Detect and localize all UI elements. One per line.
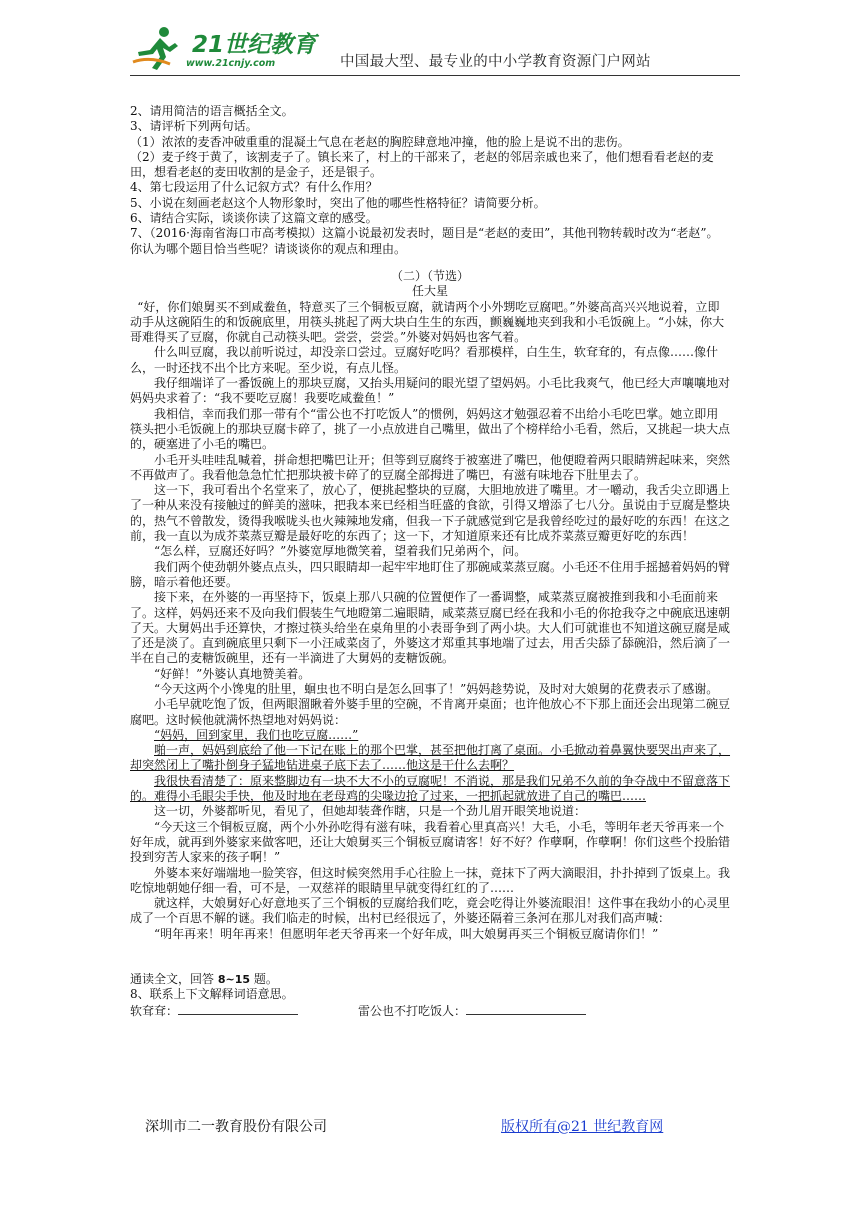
paragraph: 什么叫豆腐，我以前听说过，却没亲口尝过。豆腐好吃吗？看那模样，白生生，软耷耷的，有点像……像什么，一时还找不出个比方来呢。至少说，有点儿怪。 [130,345,719,375]
question-3-item-1: （1）浓浓的麦香冲破重重的混凝土气息在老赵的胸腔肆意地冲撞，他的脸上是说不出的悲伤。 [130,134,630,149]
paragraph: 接下来，在外婆的一再坚持下，饭桌上那八只碗的位置便作了一番调整，咸菜蒸豆腐被推到我和小毛面前来了。这样，妈妈还来不及向我们假装生气地瞪第二遍眼睛，咸菜蒸豆腐已经在我和小毛的你抢我夺之中碗底迅速朝了天。大舅妈出手还算快，才擦过筷头给坐在桌角里的小表哥争到了两小块。大人们可就谁也不知道这碗豆腐是咸了还是淡了。直到碗底里只剩下一小汪咸菜卤了，外婆这才郑重其事地端了过去，用舌尖舔了舔碗沿，然后滴了一半在自己的麦糖饭碗里，还有一半滴进了大舅妈的麦糖饭碗。 [130,590,731,666]
paragraph: “明年再来！明年再来！但愿明年老天爷再来一个好年成，叫大娘舅再买三个铜板豆腐请你们！” [154,926,659,941]
underlined-paragraph: “妈妈，回到家里，我们也吃豆腐……” [154,727,359,742]
footer-company: 深圳市二一教育股份有限公司 [145,1119,327,1135]
question-5: 5、小说在刻画老赵这个人物形象时，突出了他的哪些性格特征？请简要分析。 [130,195,546,210]
questions-intro [130,972,730,987]
question-6: 6、请结合实际，谈谈你读了这篇文章的感受。 [130,211,378,226]
blank1-label: 软耷耷： [130,1003,179,1018]
paragraph: 我相信，幸而我们那一带有个“雷公也不打吃饭人”的惯例，妈妈这才勉强忍着不出给小毛吃巴掌。她立即用筷头把小毛饭碗上的那块豆腐卡碎了，挑了一小点放进自己嘴里，做出了个榜样给小毛看，然后，又挑起一块大点的，硬塞进了小毛的嘴巴。 [130,406,731,452]
site-logo[interactable] [130,24,330,74]
paragraph: “今天这三个铜板豆腐，两个小外孙吃得有滋有味，我看着心里真高兴！大毛，小毛，等明年老天爷再来一个好年成，就再到外婆家来做客吧，还让大娘舅买三个铜板豆腐请客！好不好？作孽啊，作孽啊！你们这些个投胎错投到穷苦人家来的孩子啊！” [130,819,731,865]
intro-prefix: 通读全文，回答 [130,972,218,987]
paragraph: “怎么样，豆腐还好吗？”外婆宽厚地微笑着，望着我们兄弟两个，问。 [154,544,527,559]
document-body [130,104,730,1019]
logo-text: 21世纪教育 [192,32,317,58]
section-author: 任大星 [411,284,448,299]
blank2-label: 雷公也不打吃饭人： [358,1003,467,1018]
page-header [130,22,740,76]
paragraph: 这一切，外婆都听见，看见了，但她却装聋作瞎，只是一个劲儿眉开眼笑地说道： [154,804,587,819]
intro-suffix: 题。 [250,972,278,987]
spacer [130,257,730,269]
paragraph: 这一下，我可看出个名堂来了，放心了，便挑起整块的豆腐，大胆地放进了嘴里。才一嚼动，我舌尖立即遇上了一种从来没有接触过的鲜美的滋味，把我本来已经相当旺盛的食欲，引得又增添了七八分。虽说由于豆腐是整块的，热气不曾散发，烫得我喉咙头也火辣辣地发痛，但我一下子就感觉到它是我曾经吃过的最好吃的东西！在这之前，我一直以为成芥菜蒸豆瓣是最好吃的东西了；这一下，才知道原来还有比成芥菜蒸豆瓣更好吃的东西！ [130,483,731,544]
underlined-paragraph: 我很快看清楚了：原来整脚边有一块不大不小的豆腐呢！不消说，那是我们兄弟不久前的争夺战中不留意落下的。难得小毛眼尖手快，他及时地在老母鸡的尖喙边抢了过来，一把抓起就放进了自己的嘴巴…… [130,773,731,804]
footer-copyright-link[interactable]: 版权所有@21 世纪教育网 [501,1119,664,1135]
paragraph: 就这样，大娘舅好心好意地买了三个铜板的豆腐给我们吃，竟会吃得让外婆流眼泪！这件事在我幼小的心灵里成了一个百思不解的谜。我们临走的时候，出村已经很远了，外婆还隔着三条河在那儿对我们高声喊： [130,896,731,926]
logo-url: www.21cnjy.com [186,58,276,69]
answer-blank-1[interactable] [178,1003,298,1015]
answer-blanks-row [130,1003,730,1019]
question-3: 3、请评析下列两句话。 [130,119,258,134]
paragraph: “好，你们娘舅买不到咸鲞鱼，特意买了三个铜板豆腐，就请两个小外甥吃豆腐吧。”外婆高高兴兴地说着，立即动手从这碗陌生的和饭碗底里，用筷头挑起了两大块白生生的东西，颤巍巍地夹到我和小毛饭碗上。“小妹，你大哥难得买了豆腐，你就自己动筷头吧。尝尝，尝尝。”外婆对妈妈也客气着。 [130,299,725,345]
paragraph: 我们两个使劲朝外婆点点头，四只眼睛却一起牢牢地盯住了那碗咸菜蒸豆腐。小毛还不住用手摇撼着妈妈的臂膀，暗示着他还要。 [130,559,731,589]
section-title: （二）（节选） [390,268,469,283]
question-3-item-2: （2）麦子终于黄了，该割麦子了。镇长来了，村上的干部来了，老赵的邻居亲戚也来了，他们想看看老赵的麦田，想看老赵的麦田收割的是金子，还是银子。 [130,149,714,180]
paragraph: 外婆本来好端端地一脸笑容，但这时候突然用手心往脸上一抹，竟抹下了两大滴眼泪，扑扑掉到了饭桌上。我吃惊地朝她仔细一看，可不是，一双慈祥的眼睛里早就变得红红的了…… [130,865,731,895]
runner-icon [130,24,190,74]
question-4: 4、第七段运用了什么记叙方式？有什么作用？ [130,180,378,195]
paragraph: 小毛开头哇哇乱喊着，拼命想把嘴巴让开；但等到豆腐终于被塞进了嘴巴，他便瞪着两只眼睛辨起味来，突然不再做声了。我看他急急忙忙把那块被卡碎了的豆腐全部拇进了嘴巴，有滋有味地吞下肚里去了。 [130,452,731,482]
header-tagline: 中国最大型、最专业的中小学教育资源门户网站 [340,54,651,70]
question-8: 8、联系上下文解释词语意思。 [130,987,294,1002]
paragraph: 小毛早就吃饱了饭，但两眼溜瞅着外婆手里的空碗，不肯离开桌面；也许他放心不下那上面还会出现第二碗豆腐吧。这时候他就满怀热望地对妈妈说： [130,697,731,727]
paragraph: 我仔细端详了一番饭碗上的那块豆腐，又抬头用疑问的眼光望了望妈妈。小毛比我爽气，他已经大声嚷嚷地对妈妈央求着了：“我不要吃豆腐！我要吃咸鲞鱼！” [130,376,731,406]
question-2: 2、请用简洁的语言概括全文。 [130,104,294,118]
answer-blank-2[interactable] [466,1003,586,1015]
paragraph: “好鲜！”外婆认真地赞美着。 [154,666,311,681]
underlined-paragraph: 啪一声，妈妈到底给了他一下记在账上的那个巴掌，甚至把他打离了桌面。小毛掀动着鼻翼快要哭出声来了，却突然闭上了嘴扑倒身子猛地钻进桌子底下去了……他这是干什么去啊？ [130,743,731,773]
paragraph: “今天这两个小馋鬼的肚里，蛔虫也不明白是怎么回事了！”妈妈趁势说，及时对大娘舅的花费表示了感谢。 [154,681,719,696]
spacer [130,942,730,972]
question-7: 7、（2016·海南省海口市高考模拟）这篇小说最初发表时，题目是“老赵的麦田”，其他刊物转载时改为“老赵”。你认为哪个题目恰当些呢？请谈谈你的观点和理由。 [130,226,719,256]
question-range: 8~15 [217,973,251,987]
